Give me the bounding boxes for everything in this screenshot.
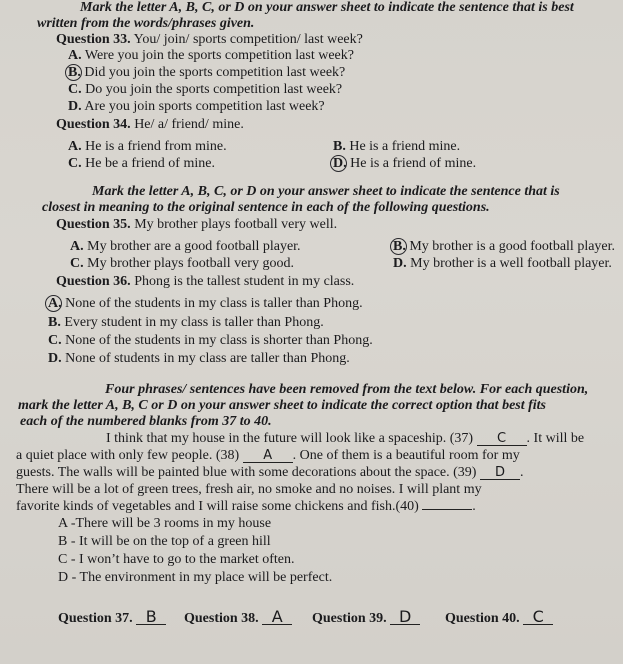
passage-text: . It will be <box>526 431 585 446</box>
option-letter: C. <box>68 156 82 171</box>
option-33b[interactable] <box>68 65 345 81</box>
option-letter: B. <box>68 65 81 80</box>
option-text: My brother is a good football player. <box>409 239 616 254</box>
option-text: My brother plays football very good. <box>87 256 294 271</box>
passage-line <box>16 499 476 515</box>
option-text: He be a friend of mine. <box>85 156 215 171</box>
option-35c[interactable] <box>70 256 294 272</box>
option-letter: D. <box>68 99 82 114</box>
passage-line <box>16 482 482 498</box>
passage-text: guests. The walls will be painted blue with some decorations about the space. (39) <box>16 465 477 480</box>
passage-text: . <box>472 499 476 514</box>
section3-instruction-cont: mark the letter A, B, C or D on your answer sheet to indicate the correct option that best fits <box>18 398 547 413</box>
option-36d[interactable] <box>48 351 350 367</box>
passage-line <box>16 465 523 481</box>
option-text: None of the students in my class is taller than Phong. <box>65 296 363 311</box>
option-35b[interactable] <box>393 239 615 255</box>
choice-d: D - The environment in my place will be perfect. <box>58 570 333 585</box>
answer-label: Question 38. <box>184 611 259 626</box>
option-35d[interactable] <box>393 256 612 272</box>
answer-value[interactable]: D <box>390 610 420 625</box>
option-text: My brother are a good football player. <box>87 239 301 254</box>
section1-instruction-cont: written from the words/phrases given. <box>37 16 255 31</box>
passage-text: . <box>519 465 524 480</box>
answer-value[interactable]: B <box>136 610 166 625</box>
option-34d[interactable] <box>333 156 476 172</box>
question-33-prompt: You/ join/ sports competition/ last week? <box>133 32 363 47</box>
option-34a[interactable] <box>68 139 227 155</box>
section3-instruction-cont2: each of the numbered blanks from 37 to 40. <box>20 414 272 429</box>
blank-38[interactable]: A <box>243 449 293 463</box>
answer-40 <box>445 607 553 627</box>
option-text: Do you join the sports competition last week? <box>85 82 343 97</box>
question-33-label: Question 33. <box>56 32 131 47</box>
section3-instruction: Four phrases/ sentences have been removed from the text below. For each question, <box>105 382 589 397</box>
option-35a[interactable] <box>70 239 301 255</box>
passage-text: . One of them is a beautiful room for my <box>292 448 520 463</box>
question-36 <box>56 274 354 290</box>
option-letter: A. <box>68 48 82 63</box>
option-text: Every student in my class is taller than Phong. <box>64 315 324 330</box>
question-36-prompt: Phong is the tallest student in my class. <box>134 274 355 289</box>
answer-37 <box>58 607 166 627</box>
option-letter: A. <box>70 239 84 254</box>
passage-text: favorite kinds of vegetables and I will raise some chickens and fish.(40) <box>16 499 419 514</box>
option-text: Are you join sports competition last week? <box>84 99 325 114</box>
option-text: He is a friend from mine. <box>85 139 227 154</box>
option-33c[interactable] <box>68 82 342 98</box>
option-text: None of the students in my class is shorter than Phong. <box>65 333 373 348</box>
option-letter: C. <box>70 256 84 271</box>
option-text: Did you join the sports competition last week? <box>84 65 346 80</box>
choice-b: B - It will be on the top of a green hill <box>58 534 271 549</box>
passage-line <box>106 431 584 447</box>
option-text: My brother is a well football player. <box>410 256 612 271</box>
question-34 <box>56 117 244 133</box>
question-34-prompt: He/ a/ friend/ mine. <box>134 117 244 132</box>
blank-40[interactable] <box>422 509 472 510</box>
question-34-label: Question 34. <box>56 117 131 132</box>
answer-value[interactable]: C <box>523 610 553 625</box>
answer-circle-mark <box>65 64 82 81</box>
option-letter: B. <box>333 139 346 154</box>
answer-value[interactable]: A <box>262 610 292 625</box>
option-letter: B. <box>48 315 61 330</box>
section2-instruction: Mark the letter A, B, C, or D on your answer sheet to indicate the sentence that is <box>92 184 560 199</box>
answer-38 <box>184 607 292 627</box>
blank-39[interactable]: D <box>480 466 520 480</box>
option-letter: A. <box>68 139 82 154</box>
option-letter: D. <box>48 351 62 366</box>
option-34b[interactable] <box>333 139 460 155</box>
choice-a: A -There will be 3 rooms in my house <box>58 516 272 531</box>
option-letter: D. <box>333 156 347 171</box>
passage-text: There will be a lot of green trees, fresh air, no smoke and no noises. I will plant my <box>16 482 482 497</box>
option-36b[interactable] <box>48 315 324 331</box>
passage-line <box>16 448 520 464</box>
option-36c[interactable] <box>48 333 373 349</box>
answer-label: Question 40. <box>445 611 520 626</box>
option-text: He is a friend of mine. <box>350 156 477 171</box>
option-33a[interactable] <box>68 48 354 64</box>
passage-text: I think that my house in the future will look like a spaceship. (37) <box>106 431 474 446</box>
question-35-prompt: My brother plays football very well. <box>134 217 338 232</box>
option-letter: D. <box>393 256 407 271</box>
answer-label: Question 39. <box>312 611 387 626</box>
answer-39 <box>312 607 420 627</box>
option-letter: B. <box>393 239 406 254</box>
answer-circle-mark <box>390 238 407 255</box>
answer-circle-mark <box>45 295 62 312</box>
question-36-label: Question 36. <box>56 274 131 289</box>
question-33 <box>56 32 363 48</box>
section1-instruction: Mark the letter A, B, C, or D on your answer sheet to indicate the sentence that is best <box>80 0 574 15</box>
option-text: None of students in my class are taller than Phong. <box>65 351 350 366</box>
option-text: He is a friend mine. <box>349 139 461 154</box>
option-text: Were you join the sports competition last week? <box>84 48 354 63</box>
question-35 <box>56 217 337 233</box>
option-letter: A. <box>48 296 62 311</box>
section2-instruction-cont: closest in meaning to the original sentence in each of the following questions. <box>42 200 490 215</box>
option-36a[interactable] <box>48 296 363 312</box>
option-letter: C. <box>68 82 82 97</box>
option-33d[interactable] <box>68 99 325 115</box>
answer-label: Question 37. <box>58 611 133 626</box>
choice-c: C - I won’t have to go to the market often. <box>58 552 295 567</box>
passage-text: a quiet place with only few people. (38) <box>16 448 240 463</box>
blank-37[interactable]: C <box>477 432 527 446</box>
option-34c[interactable] <box>68 156 215 172</box>
answer-circle-mark <box>330 155 347 172</box>
question-35-label: Question 35. <box>56 217 131 232</box>
option-letter: C. <box>48 333 62 348</box>
